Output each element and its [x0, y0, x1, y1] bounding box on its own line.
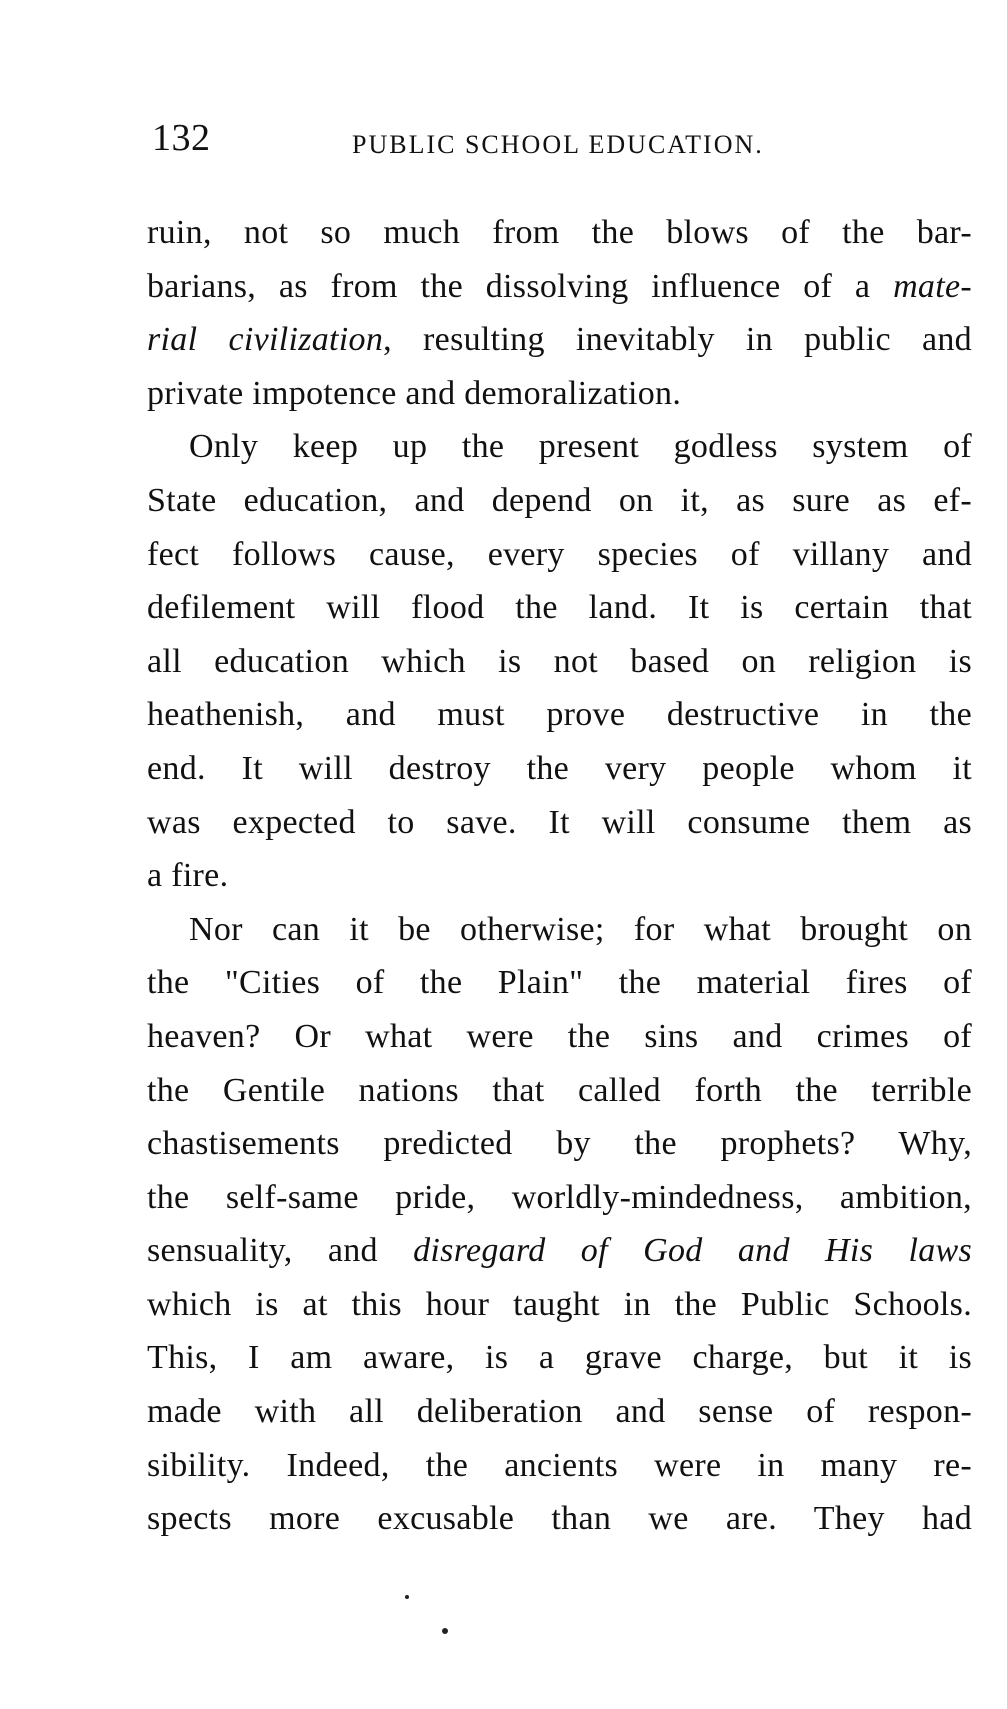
text-segment: , resulting inevitably in public and	[383, 321, 972, 359]
text-line	[147, 1278, 972, 1332]
text-segment: State education, and depend on it, as sure as ef-	[147, 481, 972, 519]
text-line	[147, 1385, 972, 1439]
text-segment: the self-same pride, worldly-mindedness, ambition,	[147, 1178, 972, 1216]
text-line	[147, 260, 972, 314]
text-line	[147, 1492, 972, 1546]
text-segment: barians, as from the dissolving influence of a	[147, 267, 894, 305]
text-line	[147, 796, 972, 850]
text-line	[147, 956, 972, 1010]
text-line	[147, 849, 972, 903]
text-line	[147, 688, 972, 742]
text-line	[147, 367, 972, 421]
text-segment: the "Cities of the Plain" the material fires of	[147, 964, 972, 1002]
text-segment: heathenish, and must prove destructive in the	[147, 696, 972, 734]
text-segment: Only keep up the present godless system of	[189, 428, 972, 466]
text-segment: made with all deliberation and sense of respon-	[147, 1393, 972, 1431]
text-segment: was expected to save. It will consume them as	[147, 803, 972, 841]
text-line	[147, 474, 972, 528]
text-segment: spects more excusable than we are. They had	[147, 1500, 972, 1538]
text-segment: heaven? Or what were the sins and crimes of	[147, 1017, 972, 1055]
italic-text: disregard of God and His laws	[413, 1232, 972, 1270]
text-line	[147, 635, 972, 689]
text-line	[147, 581, 972, 635]
text-line	[147, 420, 972, 474]
text-segment: end. It will destroy the very people whom it	[147, 749, 972, 787]
text-line	[147, 1064, 972, 1118]
paragraph	[147, 903, 972, 1546]
paragraph	[147, 420, 972, 902]
italic-text: rial civilization	[147, 321, 384, 359]
text-segment: the Gentile nations that called forth the terrible	[147, 1071, 972, 1109]
text-segment: This, I am aware, is a grave charge, but it is	[147, 1339, 972, 1377]
text-line	[147, 1171, 972, 1225]
text-line	[147, 1010, 972, 1064]
text-segment: defilement will flood the land. It is certain that	[147, 589, 972, 627]
text-line	[147, 742, 972, 796]
print-speck	[405, 1595, 409, 1599]
text-line	[147, 1117, 972, 1171]
page-number: 132	[152, 117, 211, 159]
text-segment: private impotence and demoralization.	[147, 374, 682, 412]
running-title: PUBLIC SCHOOL EDUCATION.	[352, 130, 764, 159]
text-line	[147, 313, 972, 367]
text-segment: ruin, not so much from the blows of the bar-	[147, 214, 972, 251]
text-segment: Nor can it be otherwise; for what brought on	[189, 910, 972, 948]
text-segment: fect follows cause, every species of villany and	[147, 535, 972, 573]
text-line	[147, 1439, 972, 1493]
text-segment: a fire.	[147, 857, 229, 895]
paragraph	[147, 206, 972, 420]
text-segment: sensuality, and	[147, 1232, 414, 1270]
text-segment: chastisements predicted by the prophets? Why,	[147, 1125, 972, 1163]
text-line	[147, 903, 972, 957]
text-line	[147, 206, 972, 260]
print-speck	[442, 1628, 448, 1634]
text-line	[147, 528, 972, 582]
text-line	[147, 1224, 972, 1278]
text-segment: sibility. Indeed, the ancients were in many re-	[147, 1446, 972, 1484]
running-header	[0, 110, 1007, 160]
text-line	[147, 1331, 972, 1385]
italic-text: mate-	[893, 267, 972, 305]
text-segment: which is at this hour taught in the Public Schools.	[147, 1285, 972, 1323]
text-segment: all education which is not based on religion is	[147, 642, 972, 680]
page-body	[147, 206, 972, 1546]
